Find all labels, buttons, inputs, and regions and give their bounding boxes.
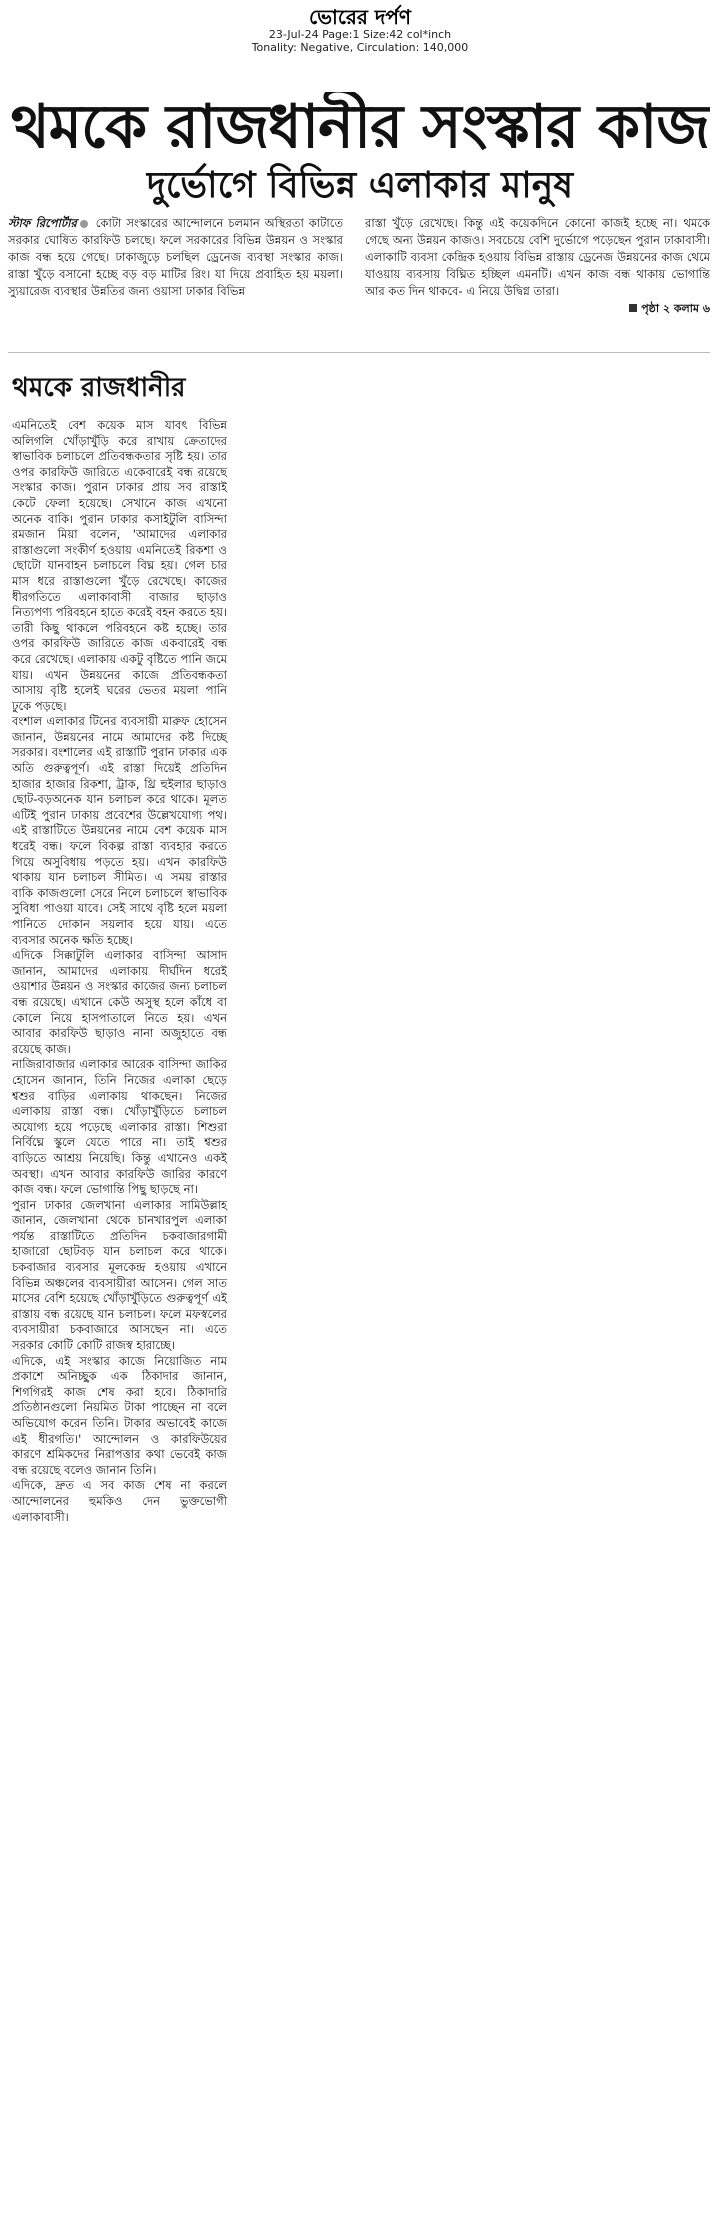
- headline: থমকে রাজধানীর সংস্কার কাজ: [10, 92, 710, 162]
- intro-left-column: [8, 215, 343, 300]
- newspaper-logo: ভোরের দর্পণ: [309, 5, 411, 29]
- meta-line-tonality: Tonality: Negative, Circulation: 140,000: [251, 41, 469, 54]
- meta-line-date-size: 23-Jul-24 Page:1 Size:42 col*inch: [268, 28, 452, 41]
- section-divider: [8, 352, 710, 353]
- jump-paragraph: নাজিরাবাজার এলাকার আরেক বাসিন্দা জাকির হোসেন জানান, তিনি নিজের এলাকা ছেড়ে শ্বশুর বাড়ির এলাকায় থাকছেন। নিজের এলাকায় রাস্তা বন্ধ। খোঁড়াখুঁড়িতে চলাচল অযোগ্য হয়ে পড়েছে এলাকার রাস্তা। শিশুরা নির্বিঘ্নে স্কুলে যেতে পারে না। তাই শ্বশুর বাড়িতে আশ্রয় নিয়েছি। কিন্তু এখানেও একই অবস্থা। এখন আবার কারফিউ জারির কারণে কাজ বন্ধ। ফলে ভোগান্তি পিছু ছাড়ছে না।: [12, 1057, 227, 1197]
- jump-paragraph: এদিকে, দ্রুত এ সব কাজ শেষ না করলে আন্দোলনের হুমকিও দেন ভুক্তভোগী এলাকাবাসী।: [12, 1478, 227, 1524]
- byline: স্টাফ রিপোর্টার: [8, 216, 77, 230]
- jump-paragraph: এদিকে, এই সংস্কার কাজে নিয়োজিত নাম প্রকাশে অনিচ্ছুক এক ঠিকাদার জানান, শিগগিরই কাজ শেষ করা হবে। ঠিকাদারি প্রতিষ্ঠানগুলো নিয়মিত টাকা পাচ্ছেন না বলে অভিযোগ করেন তিনি। টাকার অভাবেই কাজে এই ধীরগতি।' আন্দোলন ও কারফিউয়ের কারণে শ্রমিকদের নিরাপত্তার কথা ভেবেই কাজ বন্ধ রয়েছে বলেও জানান তিনি।: [12, 1353, 227, 1477]
- continued-note: পৃষ্ঠা ২ কলাম ৬: [365, 300, 710, 317]
- square-bullet-icon: [629, 304, 637, 312]
- masthead: [0, 6, 720, 54]
- subheadline: দুর্ভোগে বিভিন্ন এলাকার মানুষ: [146, 165, 574, 206]
- intro-right-text: রাস্তা খুঁড়ে রেখেছে। কিন্তু এই কয়েকদিনে কোনো কাজই হচ্ছে না। থমকে গেছে অন্য উন্নয়ন কাজও। সবচেয়ে বেশি দুর্ভোগে পড়েছেন পুরান ঢাকাবাসী। এলাকাটি ব্যবসা কেন্দ্রিক হওয়ায় বিভিন্ন রাস্তায় ড্রেনেজ উন্নয়নের কাজ থেমে যাওয়ায় ব্যবসায় বিঘ্নিত হচ্ছিল এমনটি। এখন কাজ বন্ধ থাকায় ভোগান্তি আর কত দিন থাকবে- এ নিয়ে উদ্বিগ্ন তারা।: [365, 216, 710, 298]
- intro-left-text: কোটা সংস্কারের আন্দোলনে চলমান অস্থিরতা কাটাতে সরকার ঘোষিত কারফিউ চলছে। ফলে সরকারের বিভিন্ন উন্নয়ন ও সংস্কার কাজ বন্ধ হয়ে গেছে। ঢাকাজুড়ে চলছিল ড্রেনেজ ব্যবস্থা সংস্কার কাজ। রাস্তা খুঁড়ে বসানো হচ্ছে বড় বড় মাটির রিং। যা দিয়ে প্রবাহিত হয় ময়লা। স্যুয়ারেজ ব্যবস্থার উন্নতির জন্য ওয়াসা ঢাকার বিভিন্ন: [8, 216, 343, 298]
- byline-dot-icon: [80, 220, 88, 228]
- jump-paragraph: এমনিতেই বেশ কয়েক মাস যাবৎ বিভিন্ন অলিগলি খোঁড়াখুঁড়ি করে রাখায় ক্রেতাদের স্বাভাবিক চলাচলে প্রতিবন্ধকতার সৃষ্টি হয়। তার ওপর কারফিউ জারিতে একেবারেই বন্ধ রয়েছে সংস্কার কাজ। পুরান ঢাকার প্রায় সব রাস্তাই কেটে ফেলা হয়েছে। সেখানে কাজ এখনো অনেক বাকি। পুরান ঢাকার কসাইটুলি বাসিন্দা রমজান মিয়া বলেন, 'আমাদের এলাকার রাস্তাগুলো সংকীর্ণ হওয়ায় এমনিতেই রিকশা ও ছোটো যানবাহন চলাচলে বিঘ্ন হয়। গেল চার মাস ধরে রাস্তাগুলো খুঁড়ে রেখেছে। কাজের ধীরগতিতে এলাকাবাসী বাজার ছাড়াও নিত্যপণ্য পরিবহনে হাতে করেই বহন করতে হয়। তারী কিছু থাকলে পরিবহনে কষ্ট হচ্ছে। তার ওপর কারফিউ জারিতে কাজ একবারেই বন্ধ করে রেখেছে। এলাকায় একটু বৃষ্টিতে পানি জমে যায়। এখন উন্নয়নের কাজে প্রতিবন্ধকতা আসায় বৃষ্টি হলেই ঘরের ভেতর ময়লা পানি ঢুকে পড়ছে।: [12, 418, 227, 713]
- intro-right-column: [365, 215, 710, 317]
- jump-paragraph: এদিকে সিক্কাটুলি এলাকার বাসিন্দা আসাদ জানান, আমাদের এলাকায় দীর্ঘদিন ধরেই ওয়াশার উন্নয়ন ও সংস্কার কাজের জন্য চলাচল বন্ধ রয়েছে। এখানে কেউ অসুস্থ হলে কাঁধে বা কোলে নিয়ে হাসপাতালে নিতে হয়। এখন আবার কারফিউ ছাড়াও নানা অজুহাতে বন্ধ রয়েছে কাজ।: [12, 948, 227, 1056]
- jump-article-body: [12, 418, 227, 1525]
- jump-title: থমকে রাজধানীর: [12, 373, 186, 403]
- jump-paragraph: বংশাল এলাকার টিনের ব্যবসায়ী মারুফ হোসেন জানান, উন্নয়নের নামে আমাদের কষ্ট দিচ্ছে সরকার। বংশালের এই রাস্তাটি পুরান ঢাকার এক অতি গুরুত্বপূর্ণ। এই রাস্তা দিয়েই প্রতিদিন হাজার হাজার রিকশা, ট্রাক, থ্রি হুইলার ছাড়াও ছোট-বড়অনেক যান চলাচল করে থাকে। মূলত এটিই পুরান ঢাকায় প্রবেশের উল্লেখযোগ্য পথ। এই রাস্তাটিতে উন্নয়নের নামে বেশ কয়েক মাস ধরেই বন্ধ। ফলে বিকল্প রাস্তা ব্যবহার করতে গিয়ে অসুবিধায় পড়তে হয়। এখন কারফিউ থাকায় যান চলাচল সীমিত। এ সময় রাস্তার বাকি কাজগুলো সেরে নিলে চলাচলে স্বাভাবিক সুবিধা পাওয়া যাবে। সেই সাথে বৃষ্টি হলে ময়লা পানিতে দোকান সয়লাব হয়ে যায়। এতে ব্যবসার অনেক ক্ষতি হচ্ছে।: [12, 714, 227, 947]
- jump-paragraph: পুরান ঢাকার জেলখানা এলাকার সামিউল্লাহ জানান, জেলখানা থেকে চানখারপুল এলাকা পর্যন্ত রাস্তাটিতে প্রতিদিন চকবাজারগামী হাজারো ছোটবড় যান চলাচল করে থাকে। চকবাজার ব্যবসার মূলকেন্দ্র হওয়ায় এখানে বিভিন্ন অঞ্চলের ব্যবসায়ীরা আসেন। গেল সাত মাসের বেশি হয়েছে খোঁড়াখুঁড়িতে গুরুত্বপূর্ণ এই রাস্তায় বন্ধ রয়েছে যান চলাচল। ফলে মফস্বলের ব্যবসায়ীরা চকবাজারে আসছেন না। এতে সরকার কোটি কোটি রাজস্ব হারাচ্ছে।: [12, 1197, 227, 1353]
